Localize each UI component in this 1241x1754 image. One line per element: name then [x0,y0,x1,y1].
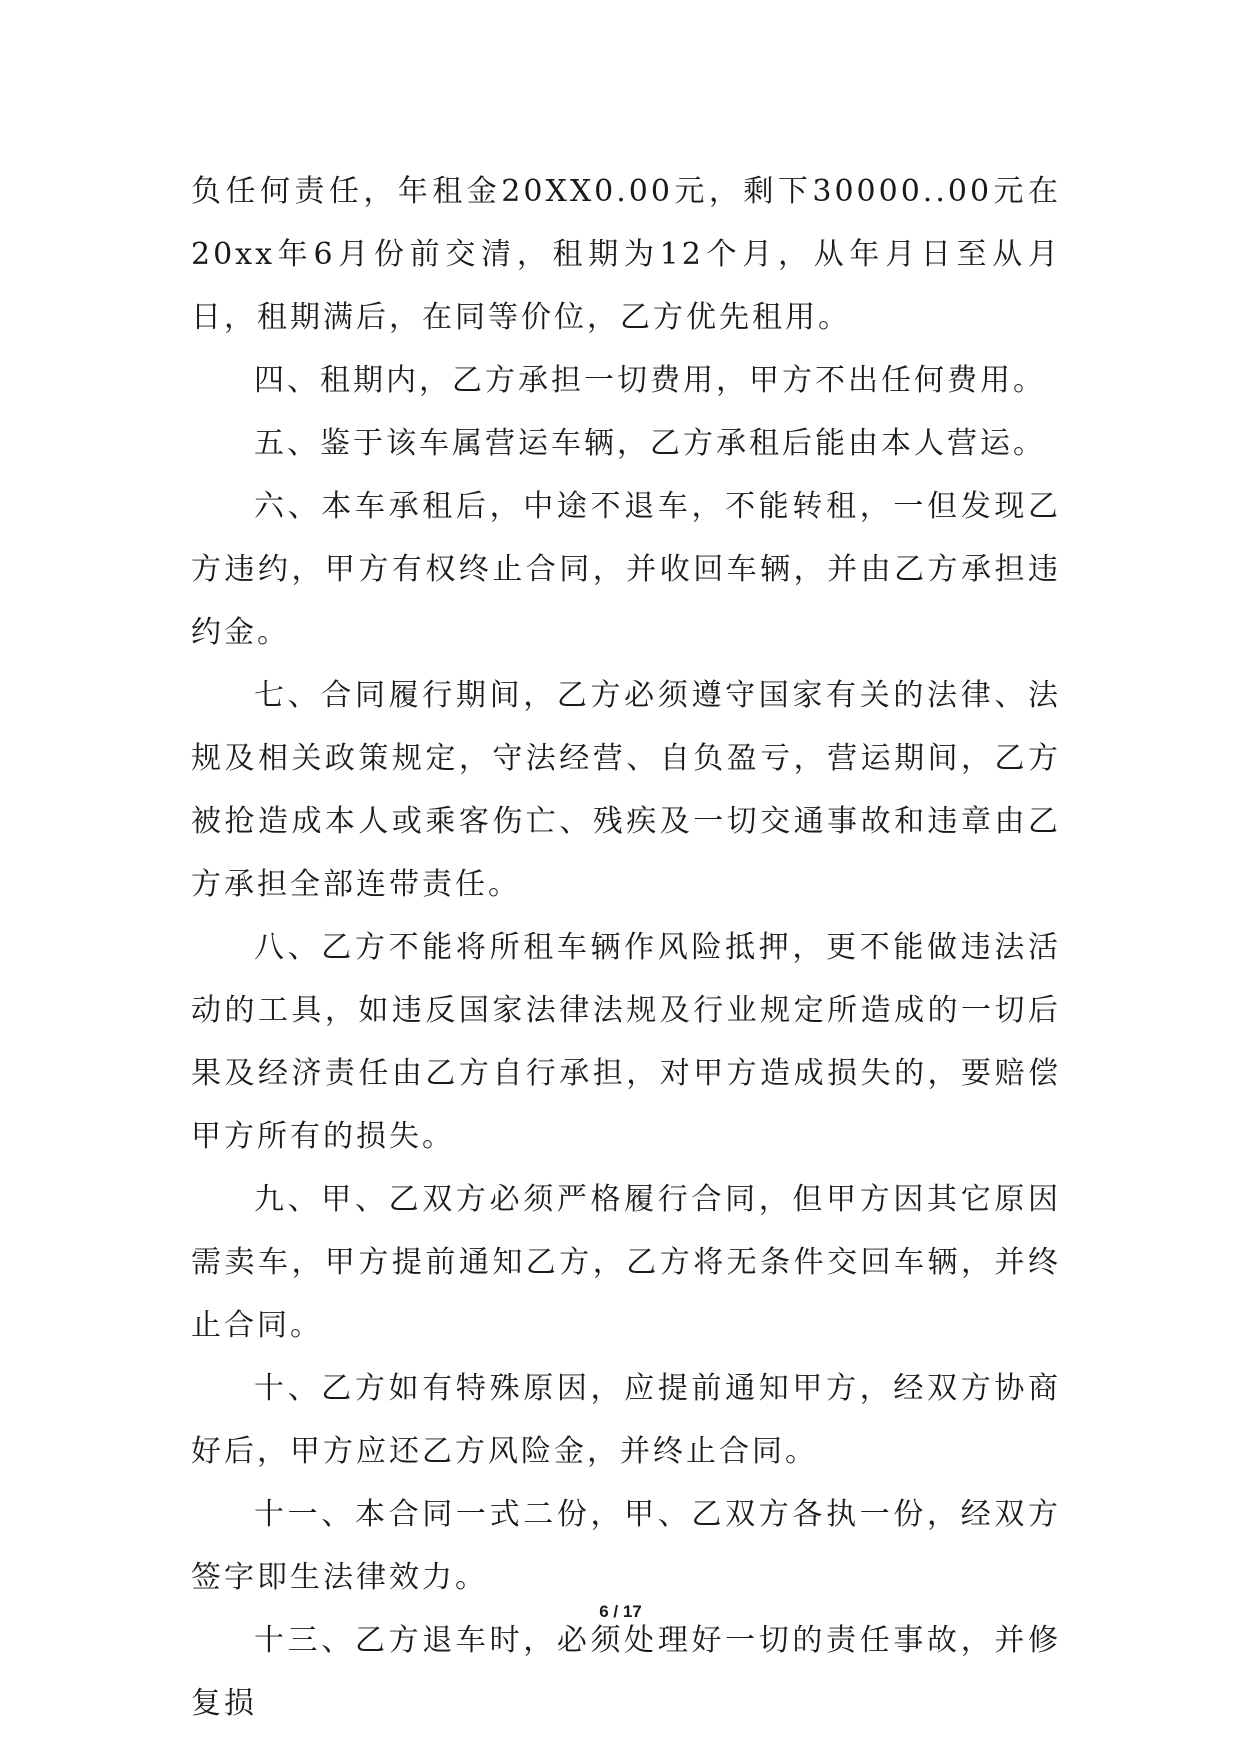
page-number: 6 / 17 [599,1602,642,1621]
paragraph-clause-10: 十、乙方如有特殊原因，应提前通知甲方，经双方协商好后，甲方应还乙方风险金，并终止合同。 [191,1371,1061,1469]
paragraph-rent-terms: 负任何责任，年租金20XX0.00元，剩下30000..00元在20xx年6月份前交清，租期为12个月，从年月日至从月 日，租期满后，在同等价位，乙方优先租用。 [191,174,1061,335]
paragraph-clause-13: 十三、乙方退车时，必须处理好一切的责任事故，并修复损 [191,1623,1061,1721]
paragraph-clause-4: 四、租期内，乙方承担一切费用，甲方不出任何费用。 [254,363,1046,398]
paragraph-clause-6: 六、本车承租后，中途不退车，不能转租，一但发现乙方违约，甲方有权终止合同，并收回车辆，并由乙方承担违约金。 [191,489,1061,650]
paragraph-clause-7: 七、合同履行期间，乙方必须遵守国家有关的法律、法规及相关政策规定，守法经营、自负盈亏，营运期间，乙方被抢造成本人或乘客伤亡、残疾及一切交通事故和违章由乙方承担全部连带责任。 [191,678,1061,902]
paragraph-clause-11: 十一、本合同一式二份，甲、乙双方各执一份，经双方签字即生法律效力。 [191,1497,1061,1595]
document-body [191,160,1061,1735]
paragraph-clause-5: 五、鉴于该车属营运车辆，乙方承租后能由本人营运。 [254,426,1046,461]
paragraph-clause-9: 九、甲、乙双方必须严格履行合同，但甲方因其它原因需卖车，甲方提前通知乙方，乙方将无条件交回车辆，并终止合同。 [191,1182,1061,1343]
paragraph-clause-8: 八、乙方不能将所租车辆作风险抵押，更不能做违法活动的工具，如违反国家法律法规及行业规定所造成的一切后果及经济责任由乙方自行承担，对甲方造成损失的，要赔偿甲方所有的损失。 [191,930,1061,1154]
